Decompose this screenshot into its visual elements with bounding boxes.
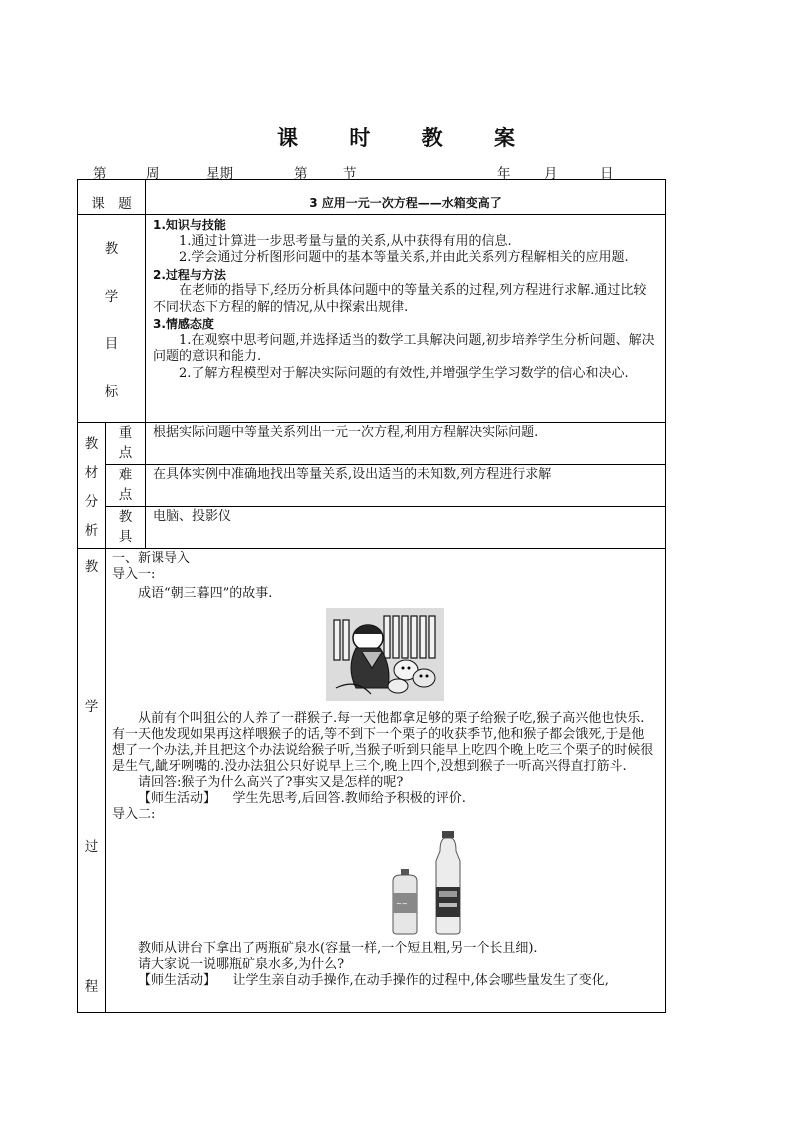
week-prefix: 第 [93, 166, 107, 182]
topic-label: 课 题 [78, 180, 146, 215]
process-label-char: 教 [84, 559, 99, 575]
analysis-row-key [78, 423, 666, 465]
analysis-label [78, 423, 106, 549]
activity1-text: 学生先思考,后回答.教师给予积极的评价. [232, 791, 466, 806]
week-label: 周 [146, 166, 160, 182]
year-label: 年 [497, 166, 511, 182]
svg-text:~~: ~~ [396, 900, 408, 908]
key-point-text: 根据实际问题中等量关系列出一元一次方程,利用方程解决实际问题. [153, 425, 539, 440]
process-content [106, 549, 666, 1013]
activity2 [112, 973, 657, 989]
page-title: 课 时 教 案 [277, 126, 537, 150]
goal-heading: 2.过程与方法 [153, 267, 226, 282]
difficulty-label [106, 465, 146, 507]
goals-content [146, 215, 666, 423]
key-point-value [146, 423, 666, 465]
analysis-row-difficulty [78, 465, 666, 507]
topic-row [78, 180, 666, 215]
label-char: 点 [118, 445, 133, 461]
process-label-char: 过 [84, 839, 99, 855]
activity1-label: 【师生活动】 [138, 791, 217, 806]
section-label: 节 [343, 166, 357, 182]
goals-label-char: 标 [104, 383, 119, 400]
water-bottles-illustration [387, 831, 477, 935]
difficulty-text: 在具体实例中准确地找出等量关系,设出适当的未知数,列方程进行求解 [153, 467, 552, 482]
process-label [78, 549, 106, 1013]
date-line [78, 162, 666, 180]
day-label: 日 [600, 166, 614, 182]
intro1-text: 成语“朝三暮四”的故事. [138, 586, 273, 601]
monkey-story-illustration [326, 608, 444, 701]
process-heading: 一、新课导入 [112, 551, 191, 566]
label-char: 教 [118, 509, 133, 525]
activity1 [112, 791, 657, 807]
goal-item: 2.了解方程模型对于解决实际问题的有效性,并增强学生学习数学的信心和决心. [179, 365, 629, 381]
label-char: 具 [118, 529, 133, 545]
label-char: 难 [118, 467, 133, 483]
label-char: 重 [118, 425, 133, 441]
goals-label-char: 学 [104, 288, 119, 305]
lesson-plan-table [77, 179, 666, 1013]
goals-row [78, 215, 666, 423]
goals-label [78, 215, 146, 423]
goal-item: 在老师的指导下,经历分析具体问题中的等量关系的过程,列方程进行求解.通过比较不同状态下方程的解的情况,从中探索出规律. [153, 283, 647, 315]
question-text: 请回答:猴子为什么高兴了?事实又是怎样的呢? [138, 775, 404, 790]
key-point-label [106, 423, 146, 465]
activity2-label: 【师生活动】 [138, 973, 217, 988]
process-row [78, 549, 666, 1013]
goal-item: 1.通过计算进一步思考量与量的关系,从中获得有用的信息. [179, 233, 512, 249]
analysis-label-char: 材 [84, 465, 99, 482]
process-label-char: 程 [84, 979, 99, 995]
topic-value: 3 应用一元一次方程——水箱变高了 [146, 180, 666, 215]
goals-label-char: 目 [104, 336, 119, 353]
intro1-label: 导入一: [112, 567, 156, 582]
weekday-label: 星期 [206, 166, 233, 182]
goals-label-char: 教 [104, 241, 119, 258]
analysis-row-tools [78, 507, 666, 549]
tools-text: 电脑、投影仪 [153, 509, 232, 524]
tools-label [106, 507, 146, 549]
goal-heading: 1.知识与技能 [153, 218, 226, 232]
story-text: 从前有个叫狙公的人养了一群猴子.每一天他都拿足够的栗子给猴子吃,猴子高兴他也快乐.有一天他发现如果再这样喂猴子的话,等不到下一个栗子的收获季节,他和猴子都会饿死,于是他想了一个办法,并且把这个办法说给猴子听,当猴子听到只能早上吃四个晚上吃三个栗子的时候很是生气,龇牙咧嘴的.没办法狙公只好说早上三个,晚上四个,没想到猴子一听高兴得直打筋斗. [112, 711, 654, 774]
label-char: 点 [118, 487, 133, 503]
goal-item: 1.在观察中思考问题,并选择适当的数学工具解决问题,初步培养学生分析问题、解决问题的意识和能力. [153, 332, 655, 364]
activity2-text: 让学生亲自动手操作,在动手操作的过程中,体会哪些量发生了变化, [232, 973, 609, 988]
analysis-label-char: 教 [84, 436, 99, 453]
analysis-label-char: 析 [84, 522, 99, 539]
bottles-text: 教师从讲台下拿出了两瓶矿泉水(容量一样,一个短且粗,另一个长且细). [138, 941, 538, 956]
month-label: 月 [544, 166, 558, 182]
goal-item: 2.学会通过分析图形问题中的基本等量关系,并由此关系列方程解相关的应用题. [179, 250, 629, 265]
tools-value [146, 507, 666, 549]
difficulty-value [146, 465, 666, 507]
process-label-char: 学 [84, 699, 99, 715]
analysis-label-char: 分 [84, 493, 99, 510]
bottles-question: 请大家说一说哪瓶矿泉水多,为什么? [138, 957, 345, 972]
goal-heading: 3.情感态度 [153, 317, 214, 331]
intro2-label: 导入二: [112, 807, 156, 822]
section-prefix: 第 [294, 166, 308, 182]
